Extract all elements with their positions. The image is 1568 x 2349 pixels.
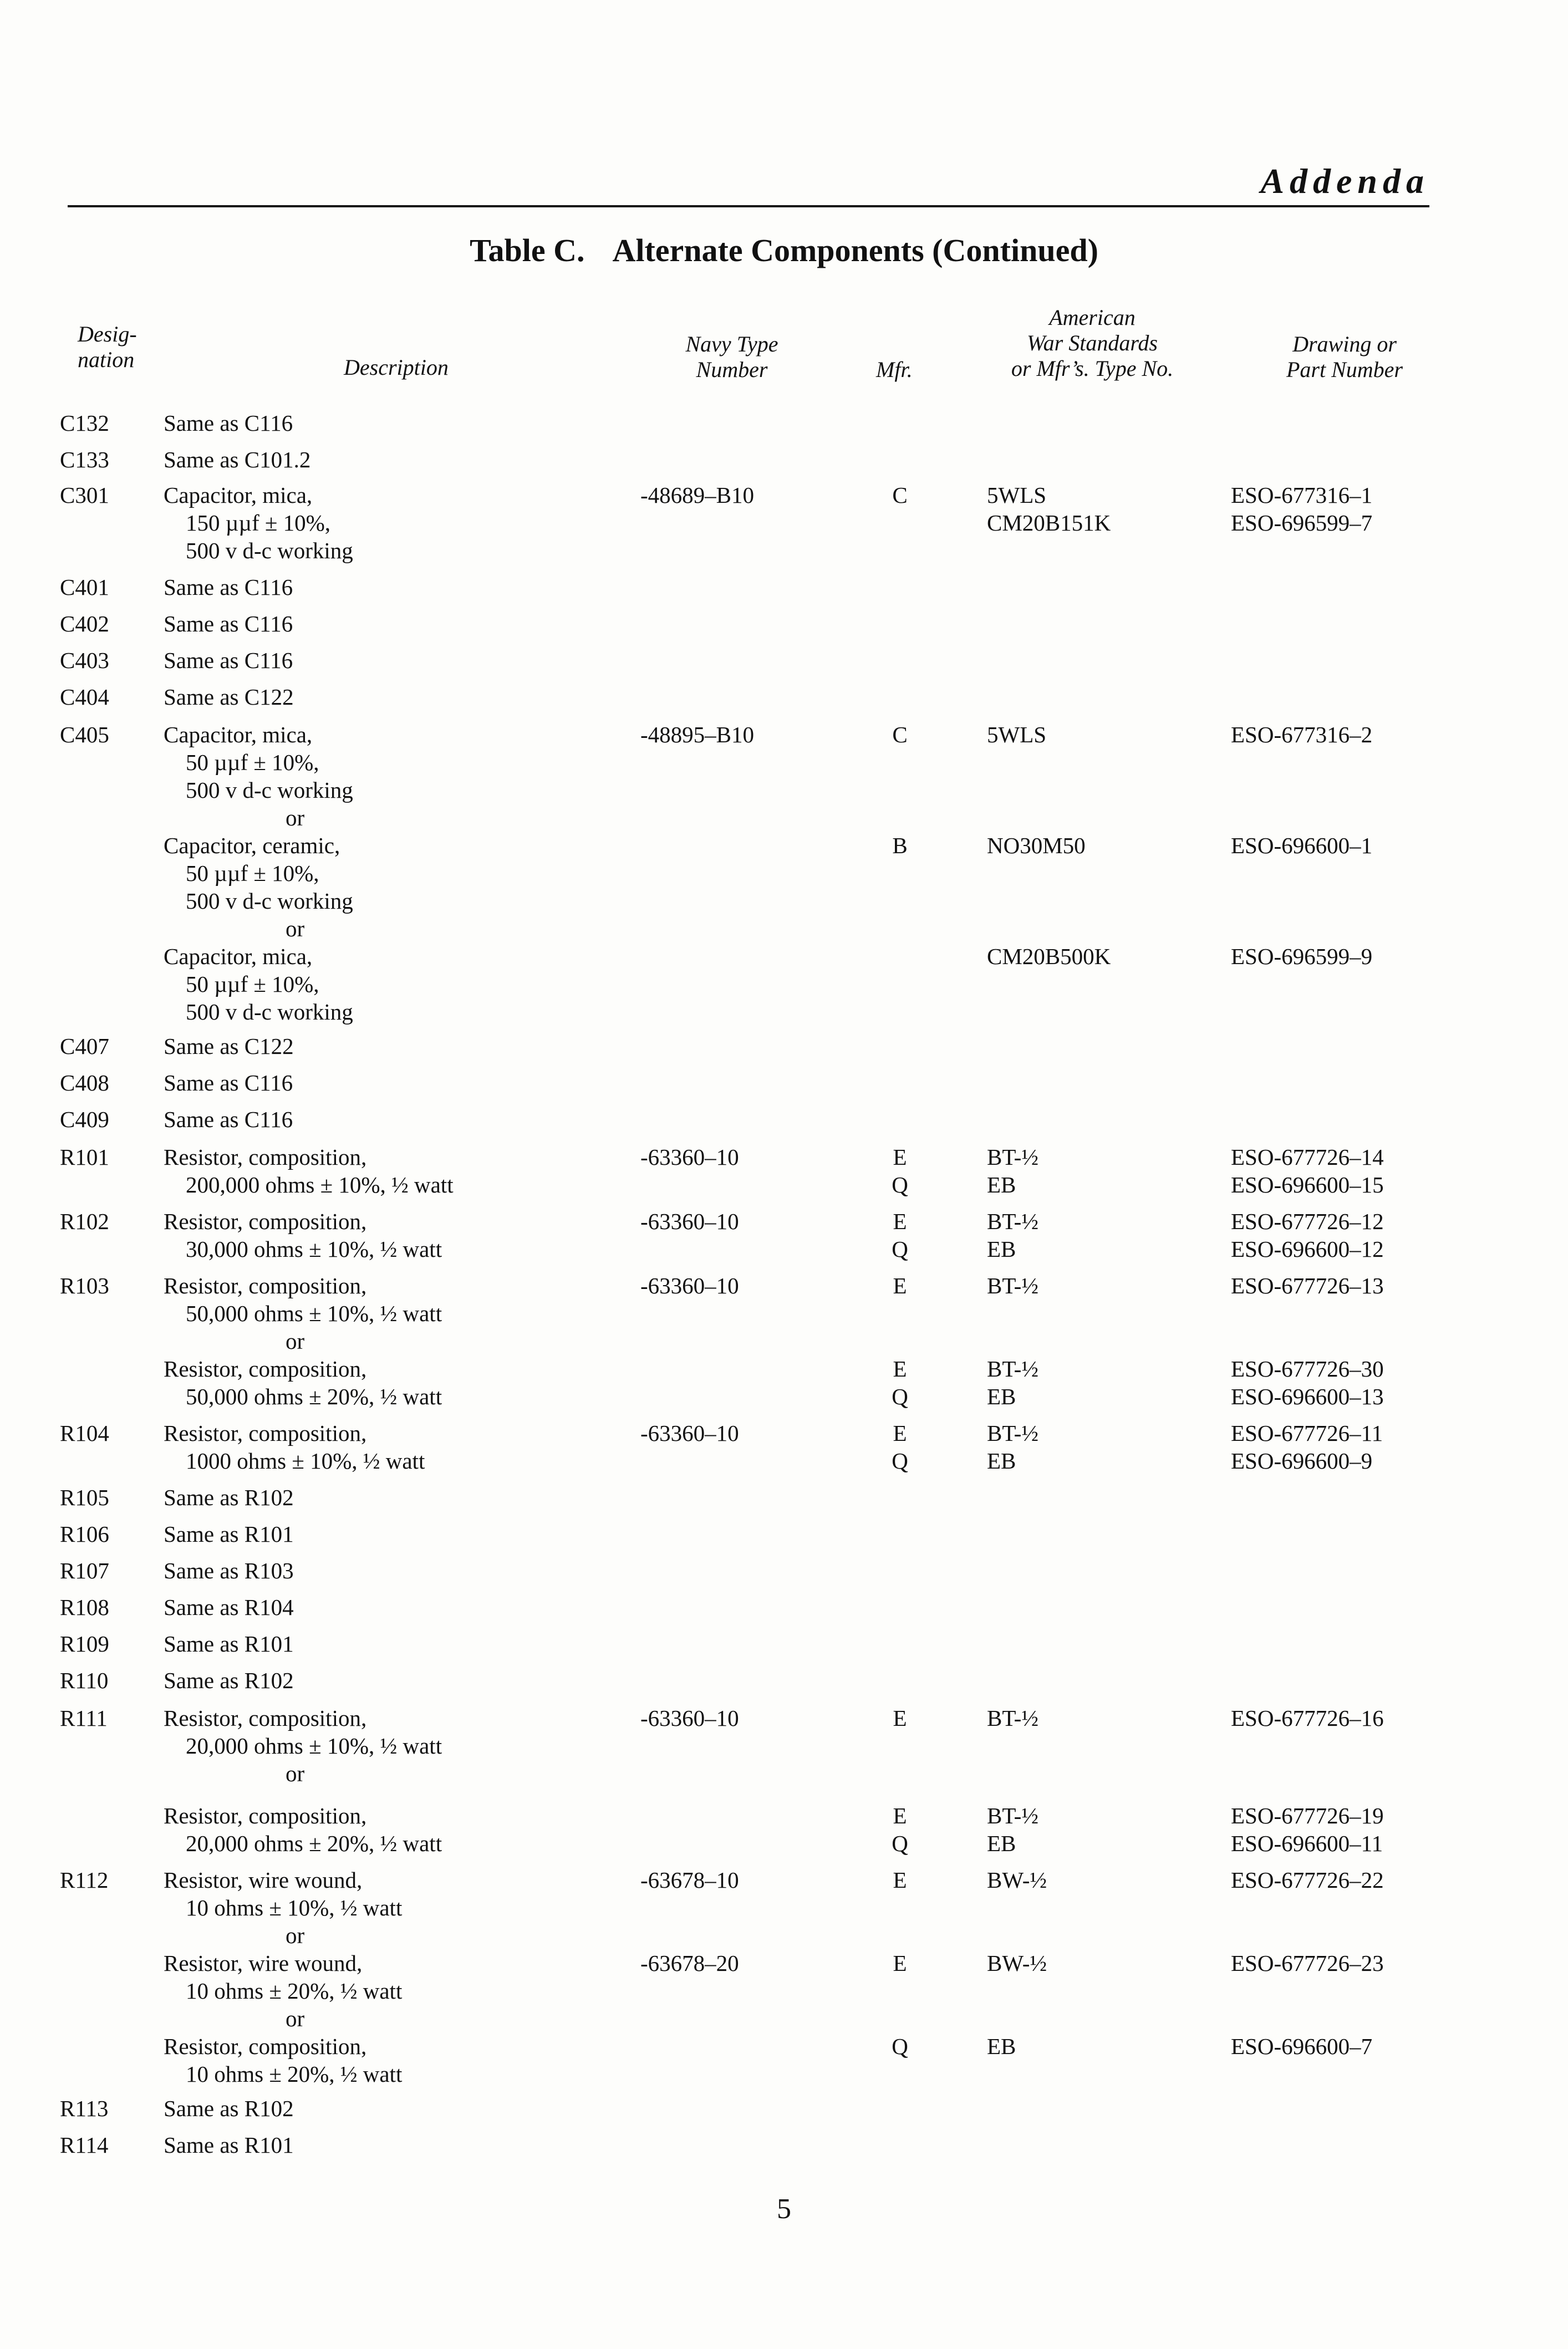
designation-cell: R102 — [60, 1209, 109, 1234]
designation-cell: C408 — [60, 1070, 109, 1095]
description-line: Resistor, composition, — [164, 1356, 367, 1382]
section-header: Addenda — [1260, 161, 1429, 201]
description-line: or — [286, 1923, 305, 1948]
description-line: Resistor, composition, — [164, 1420, 367, 1446]
navy-type-cell: -63360–10 — [640, 1420, 739, 1446]
designation-cell: C401 — [60, 574, 109, 600]
description-line: Same as C116 — [164, 410, 293, 436]
designation-cell: R105 — [60, 1485, 109, 1510]
description-line: Resistor, composition, — [164, 1273, 367, 1298]
war-standard-cell: 5WLS — [987, 482, 1047, 508]
description-line: or — [286, 1328, 305, 1354]
designation-cell: R108 — [60, 1594, 109, 1620]
mfr-cell: Q — [892, 1448, 908, 1474]
war-standard-cell: BT-½ — [987, 1705, 1039, 1731]
description-line: Same as C116 — [164, 574, 293, 600]
column-header-designation-line: nation — [78, 347, 135, 372]
description-line: Capacitor, ceramic, — [164, 833, 340, 858]
drawing-number-cell: ESO-677726–12 — [1231, 1209, 1384, 1234]
description-line: 500 v d-c working — [186, 538, 353, 563]
column-header-drawing-line: Part Number — [1286, 357, 1403, 382]
drawing-number-cell: ESO-696600–1 — [1231, 833, 1373, 858]
drawing-number-cell: ESO-696600–13 — [1231, 1384, 1384, 1409]
column-header-designation-line: Desig- — [78, 322, 137, 347]
description-line: Same as C122 — [164, 1033, 294, 1059]
mfr-cell: E — [893, 1803, 907, 1828]
description-line: 500 v d-c working — [186, 999, 353, 1025]
drawing-number-cell: ESO-677726–23 — [1231, 1950, 1384, 1976]
designation-cell: C132 — [60, 410, 109, 436]
description-line: 30,000 ohms ± 10%, ½ watt — [186, 1236, 442, 1262]
drawing-number-cell: ESO-677316–2 — [1231, 722, 1373, 747]
description-line: 200,000 ohms ± 10%, ½ watt — [186, 1172, 454, 1198]
column-header-aws-line: or Mfr’s. Type No. — [1011, 356, 1174, 381]
description-line: Capacitor, mica, — [164, 722, 313, 747]
designation-cell: R104 — [60, 1420, 109, 1446]
description-line: Same as C101.2 — [164, 447, 311, 472]
description-line: 500 v d-c working — [186, 777, 353, 803]
description-line: Same as R101 — [164, 1631, 294, 1657]
war-standard-cell: EB — [987, 2034, 1016, 2059]
description-line: Resistor, composition, — [164, 1803, 367, 1828]
war-standard-cell: NO30M50 — [987, 833, 1086, 858]
war-standard-cell: BT-½ — [987, 1803, 1039, 1828]
description-line: 50 µµf ± 10%, — [186, 971, 319, 997]
navy-type-cell: -63360–10 — [640, 1705, 739, 1731]
table-title-text: Alternate Components (Continued) — [612, 232, 1098, 268]
description-line: 10 ohms ± 10%, ½ watt — [186, 1895, 403, 1920]
description-line: Capacitor, mica, — [164, 944, 313, 969]
description-line: 10 ohms ± 20%, ½ watt — [186, 1978, 403, 2004]
designation-cell: R103 — [60, 1273, 109, 1298]
navy-type-cell: -48689–B10 — [640, 482, 754, 508]
drawing-number-cell: ESO-696600–15 — [1231, 1172, 1384, 1198]
navy-type-cell: -63678–10 — [640, 1867, 739, 1893]
description-line: Resistor, wire wound, — [164, 1950, 363, 1976]
mfr-cell: C — [892, 482, 908, 508]
mfr-cell: E — [893, 1705, 907, 1731]
description-line: 500 v d-c working — [186, 888, 353, 914]
drawing-number-cell: ESO-696600–11 — [1231, 1831, 1383, 1856]
mfr-cell: E — [893, 1420, 907, 1446]
war-standard-cell: BT-½ — [987, 1209, 1039, 1234]
description-line: 10 ohms ± 20%, ½ watt — [186, 2061, 403, 2087]
navy-type-cell: -63360–10 — [640, 1273, 739, 1298]
description-line: 1000 ohms ± 10%, ½ watt — [186, 1448, 425, 1474]
designation-cell: C402 — [60, 611, 109, 636]
war-standard-cell: BW-½ — [987, 1867, 1047, 1893]
designation-cell: C301 — [60, 482, 109, 508]
drawing-number-cell: ESO-677316–1 — [1231, 482, 1373, 508]
war-standard-cell: BT-½ — [987, 1420, 1039, 1446]
description-line: 50,000 ohms ± 10%, ½ watt — [186, 1301, 442, 1326]
war-standard-cell: CM20B500K — [987, 944, 1111, 969]
description-line: or — [286, 805, 305, 830]
page-number: 5 — [777, 2193, 791, 2225]
description-line: Resistor, wire wound, — [164, 1867, 363, 1893]
designation-cell: R101 — [60, 1144, 109, 1170]
description-line: Same as R104 — [164, 1594, 294, 1620]
war-standard-cell: 5WLS — [987, 722, 1047, 747]
drawing-number-cell: ESO-677726–30 — [1231, 1356, 1384, 1382]
description-line: 50 µµf ± 10%, — [186, 860, 319, 886]
mfr-cell: Q — [892, 1384, 908, 1409]
description-line: Same as R101 — [164, 2132, 294, 2158]
description-line: Same as R102 — [164, 2096, 294, 2121]
column-header-description: Description — [344, 355, 449, 380]
drawing-number-cell: ESO-677726–13 — [1231, 1273, 1384, 1298]
designation-cell: C409 — [60, 1107, 109, 1132]
war-standard-cell: CM20B151K — [987, 510, 1111, 536]
navy-type-cell: -63678–20 — [640, 1950, 739, 1976]
drawing-number-cell: ESO-677726–11 — [1231, 1420, 1383, 1446]
navy-type-cell: -63360–10 — [640, 1209, 739, 1234]
column-header-mfr: Mfr. — [876, 357, 913, 382]
column-header-navy-line: Navy Type — [685, 332, 778, 356]
mfr-cell: E — [893, 1867, 907, 1893]
description-line: Resistor, composition, — [164, 2034, 367, 2059]
description-line: Resistor, composition, — [164, 1705, 367, 1731]
description-line: Same as R102 — [164, 1485, 294, 1510]
mfr-cell: Q — [892, 1236, 908, 1262]
description-line: Same as C116 — [164, 611, 293, 636]
mfr-cell: E — [893, 1144, 907, 1170]
drawing-number-cell: ESO-696600–9 — [1231, 1448, 1373, 1474]
mfr-cell: B — [892, 833, 908, 858]
war-standard-cell: EB — [987, 1448, 1016, 1474]
column-header-drawing-line: Drawing or — [1292, 332, 1397, 356]
designation-cell: R112 — [60, 1867, 109, 1893]
mfr-cell: C — [892, 722, 908, 747]
war-standard-cell: BT-½ — [987, 1144, 1039, 1170]
table-title-number: Table C. — [470, 232, 585, 268]
war-standard-cell: EB — [987, 1172, 1016, 1198]
designation-cell: R113 — [60, 2096, 109, 2121]
war-standard-cell: BT-½ — [987, 1273, 1039, 1298]
drawing-number-cell: ESO-677726–22 — [1231, 1867, 1384, 1893]
description-line: 150 µµf ± 10%, — [186, 510, 331, 536]
designation-cell: C407 — [60, 1033, 109, 1059]
designation-cell: C405 — [60, 722, 109, 747]
designation-cell: C403 — [60, 648, 109, 673]
mfr-cell: E — [893, 1209, 907, 1234]
description-line: Same as C116 — [164, 1107, 293, 1132]
drawing-number-cell: ESO-677726–16 — [1231, 1705, 1384, 1731]
designation-cell: R114 — [60, 2132, 109, 2158]
column-header-aws-line: War Standards — [1027, 330, 1158, 355]
column-header-aws-line: American — [1049, 305, 1136, 330]
description-line: 20,000 ohms ± 20%, ½ watt — [186, 1831, 442, 1856]
designation-cell: C133 — [60, 447, 109, 472]
mfr-cell: Q — [892, 2034, 908, 2059]
description-line: Same as R101 — [164, 1521, 294, 1547]
war-standard-cell: EB — [987, 1384, 1016, 1409]
mfr-cell: Q — [892, 1172, 908, 1198]
description-line: Same as C116 — [164, 648, 293, 673]
mfr-cell: E — [893, 1356, 907, 1382]
description-line: or — [286, 916, 305, 941]
drawing-number-cell: ESO-677726–14 — [1231, 1144, 1384, 1170]
designation-cell: C404 — [60, 684, 109, 710]
description-line: Same as R103 — [164, 1558, 294, 1583]
drawing-number-cell: ESO-696599–9 — [1231, 944, 1373, 969]
navy-type-cell: -48895–B10 — [640, 722, 754, 747]
war-standard-cell: EB — [987, 1831, 1016, 1856]
description-line: Same as R102 — [164, 1668, 294, 1693]
drawing-number-cell: ESO-696599–7 — [1231, 510, 1373, 536]
drawing-number-cell: ESO-696600–12 — [1231, 1236, 1384, 1262]
war-standard-cell: BW-½ — [987, 1950, 1047, 1976]
description-line: 20,000 ohms ± 10%, ½ watt — [186, 1733, 442, 1759]
mfr-cell: E — [893, 1273, 907, 1298]
designation-cell: R107 — [60, 1558, 109, 1583]
description-line: or — [286, 2006, 305, 2031]
designation-cell: R109 — [60, 1631, 109, 1657]
mfr-cell: Q — [892, 1831, 908, 1856]
navy-type-cell: -63360–10 — [640, 1144, 739, 1170]
designation-cell: R111 — [60, 1705, 108, 1731]
war-standard-cell: BT-½ — [987, 1356, 1039, 1382]
description-line: 50 µµf ± 10%, — [186, 750, 319, 775]
column-header-navy-line: Number — [696, 357, 768, 382]
description-line: Resistor, composition, — [164, 1144, 367, 1170]
drawing-number-cell: ESO-696600–7 — [1231, 2034, 1373, 2059]
drawing-number-cell: ESO-677726–19 — [1231, 1803, 1384, 1828]
description-line: 50,000 ohms ± 20%, ½ watt — [186, 1384, 442, 1409]
mfr-cell: E — [893, 1950, 907, 1976]
description-line: Resistor, composition, — [164, 1209, 367, 1234]
designation-cell: R110 — [60, 1668, 109, 1693]
description-line: Same as C122 — [164, 684, 294, 710]
war-standard-cell: EB — [987, 1236, 1016, 1262]
description-line: Same as C116 — [164, 1070, 293, 1095]
designation-cell: R106 — [60, 1521, 109, 1547]
description-line: or — [286, 1761, 305, 1786]
description-line: Capacitor, mica, — [164, 482, 313, 508]
